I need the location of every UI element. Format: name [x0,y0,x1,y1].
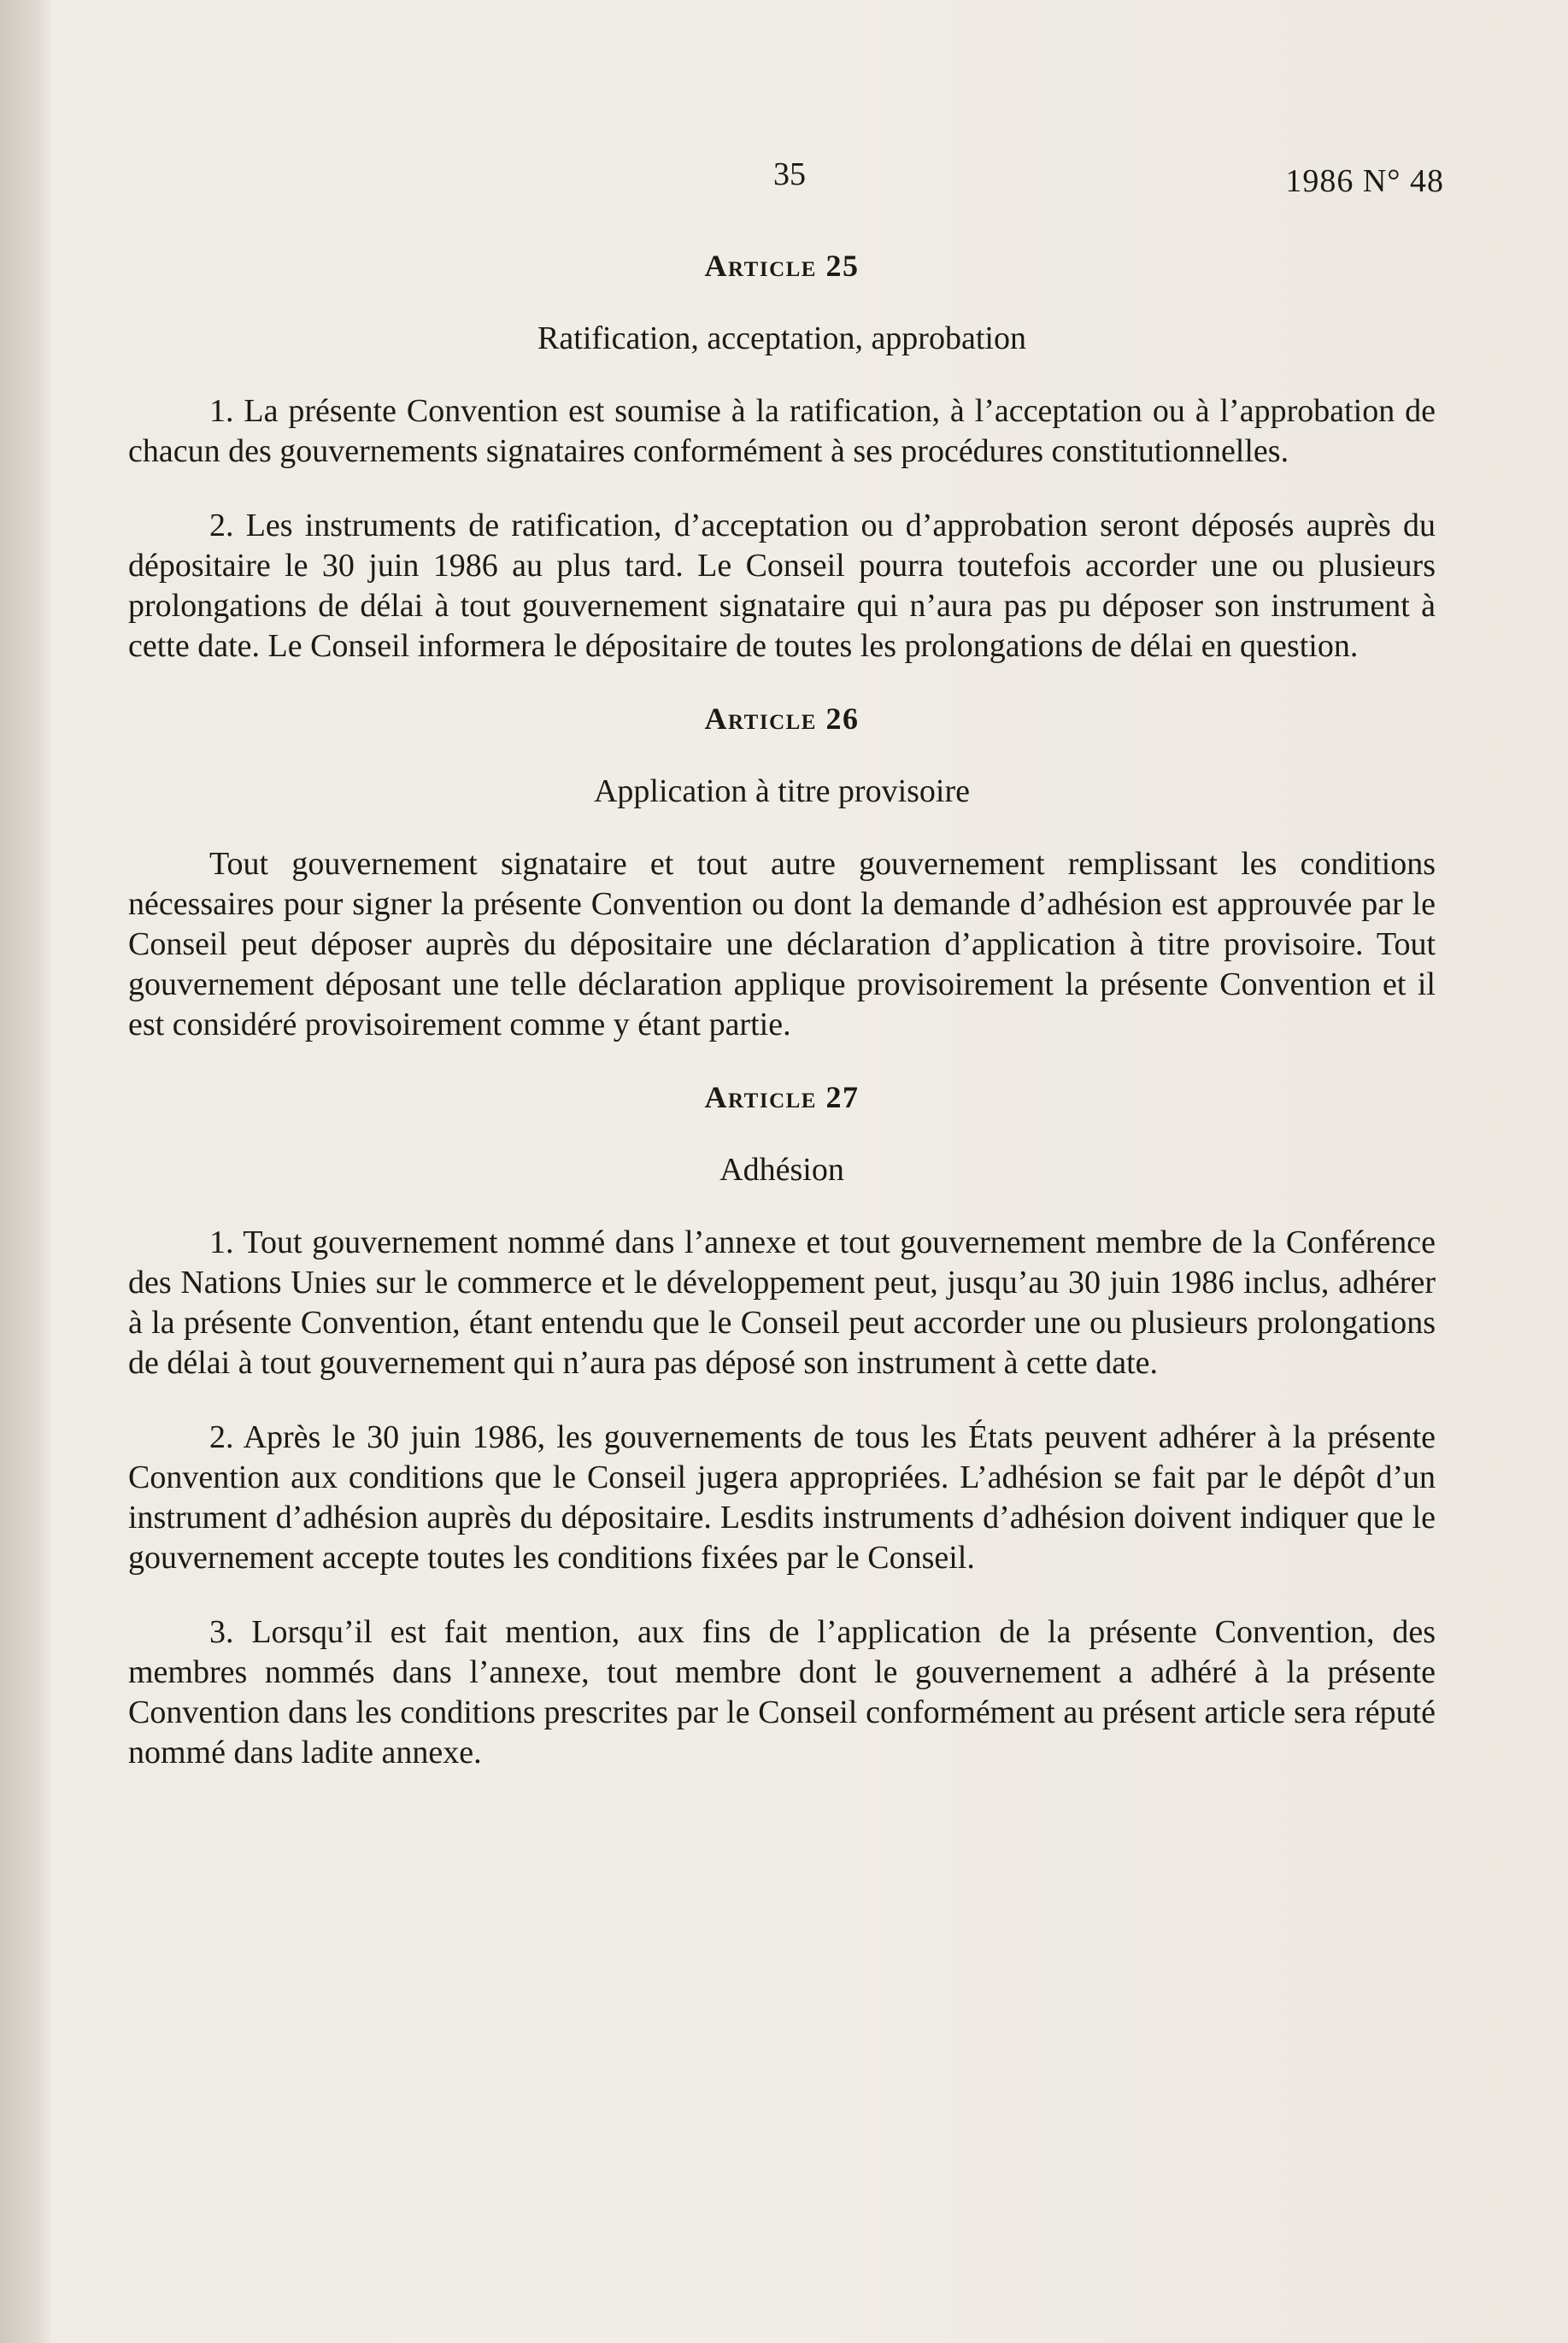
page-content [128,248,1436,1807]
article-subtitle: Application à titre provisoire [593,773,971,809]
article-heading: Article 26 [704,702,860,736]
binding-gutter [0,0,53,2343]
page-number: 35 [773,156,806,192]
document-reference: 1986 N° 48 [1285,163,1444,199]
article-heading: Article 27 [704,1080,860,1114]
paragraph: 3. Lorsqu’il est fait mention, aux fins de l’application de la présente Convention, des membres nommés dans l’annexe, tout membre dont le gouvernement a adhéré à la présente Convention dans les conditions prescrites par le Conseil conformément au présent article sera réputé nommé dans ladite annexe. [128,1614,1436,1770]
article-26 [128,701,1436,1045]
page-header [0,156,1568,207]
paragraph: 2. Les instruments de ratification, d’acceptation ou d’approbation seront déposés auprès du dépositaire le 30 juin 1986 au plus tard. Le Conseil pourra toutefois accorder une ou plusieurs prolongations de délai à tout gouvernement signataire qui n’aura pas pu déposer son instrument à cette date. Le Conseil informera le dépositaire de toutes les prolongations de délai en question. [128,508,1436,664]
paragraph: 2. Après le 30 juin 1986, les gouvernements de tous les États peuvent adhérer à la présente Convention aux conditions que le Conseil jugera appropriées. L’adhésion se fait par le dépôt d’un instrument d’adhésion auprès du dépositaire. Lesdits instruments d’adhésion doivent indiquer que le gouvernement accepte toutes les conditions fixées par le Conseil. [128,1419,1436,1576]
paragraph: 1. La présente Convention est soumise à la ratification, à l’acceptation ou à l’approbation de chacun des gouvernements signataires conformément à ses procédures constitutionnelles. [128,393,1436,469]
article-subtitle: Adhésion [719,1152,844,1188]
paragraph: 1. Tout gouvernement nommé dans l’annexe et tout gouvernement membre de la Conférence des Nations Unies sur le commerce et le développement peut, jusqu’au 30 juin 1986 inclus, adhérer à la présente Convention, étant entendu que le Conseil peut accorder une ou plusieurs prolongations de délai à tout gouvernement qui n’aura pas déposé son instrument à cette date. [128,1224,1436,1381]
article-27 [128,1079,1436,1773]
paragraph: Tout gouvernement signataire et tout autre gouvernement remplissant les conditions nécessaires pour signer la présente Convention ou dont la demande d’adhésion est approuvée par le Conseil peut déposer auprès du dépositaire une déclaration d’application à titre provisoire. Tout gouvernement déposant une telle déclaration applique provisoirement la présente Convention et il est considéré provisoirement comme y étant partie. [128,846,1436,1042]
article-subtitle: Ratification, acceptation, approbation [537,320,1026,356]
article-25 [128,248,1436,666]
article-heading: Article 25 [704,249,860,283]
